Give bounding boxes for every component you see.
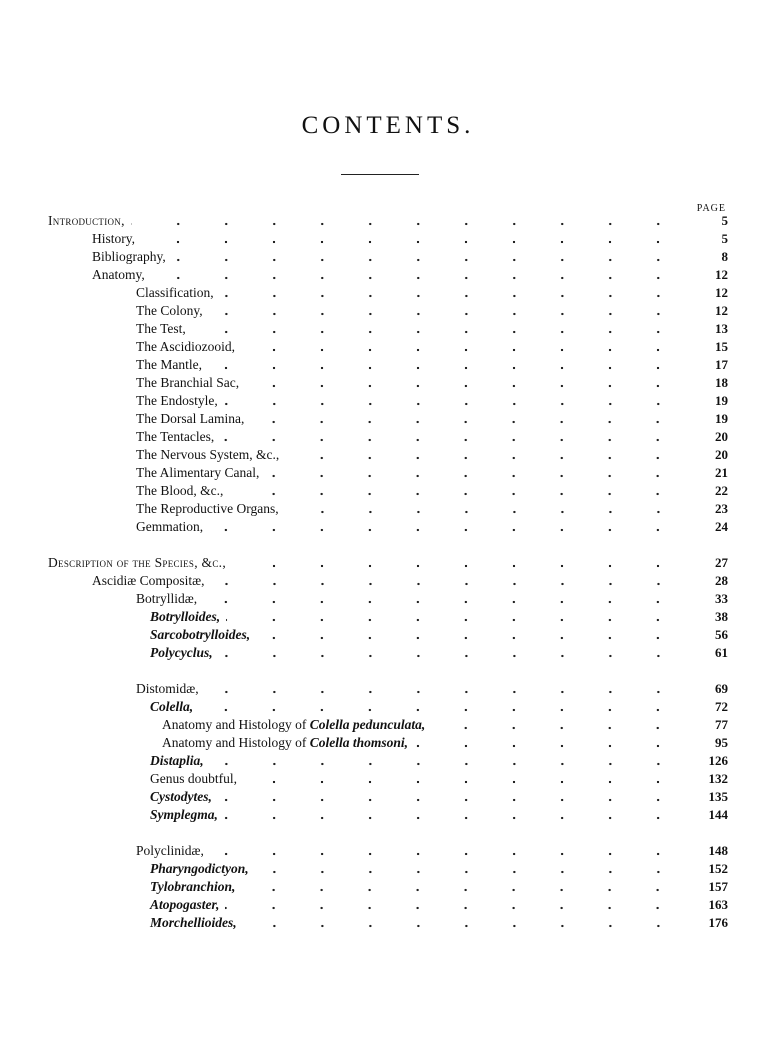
dot-leader: [431, 718, 692, 732]
toc-entry: [92, 248, 728, 266]
toc-entry-label: The Alimentary Canal,: [136, 465, 260, 480]
toc-entry-page: 19: [715, 393, 728, 408]
toc-entry-label: Botrylloides,: [150, 609, 221, 624]
toc-entry-page: 144: [708, 807, 728, 822]
toc-entry-page: 5: [721, 213, 728, 228]
toc-entry: [136, 374, 728, 392]
toc-entry: [48, 212, 728, 230]
toc-entry-label: Sarcobotrylloides,: [150, 627, 251, 642]
dot-leader: [203, 592, 692, 606]
toc-entry-page: 33: [715, 591, 728, 606]
dot-leader: [220, 286, 692, 300]
toc-entry-label: The Mantle,: [136, 357, 202, 372]
toc-entry-page: 21: [715, 465, 728, 480]
toc-entry: [150, 698, 728, 716]
dot-leader: [265, 466, 692, 480]
toc-entry-page: 126: [708, 753, 728, 768]
dot-leader: [414, 736, 692, 750]
dot-leader: [210, 844, 692, 858]
toc-entry-label: Pharyngodictyon,: [150, 861, 249, 876]
toc-entry-page: 95: [715, 735, 728, 750]
page-column-heading: PAGE: [696, 203, 726, 214]
toc-entry-label: [162, 734, 408, 752]
dot-leader: [209, 520, 692, 534]
toc-entry: [150, 914, 728, 932]
toc-entry: [92, 572, 728, 590]
toc-entry: [150, 788, 728, 806]
toc-entry: [162, 716, 728, 734]
toc-entry: [136, 338, 728, 356]
dot-leader: [250, 412, 692, 426]
dot-leader: [199, 700, 692, 714]
toc-entry-page: 132: [708, 771, 728, 786]
toc-entry-page: 20: [715, 447, 728, 462]
dot-leader: [211, 574, 692, 588]
toc-entry-page: 12: [715, 267, 728, 282]
toc-entry-page: 176: [708, 915, 728, 930]
dot-leader: [220, 430, 692, 444]
toc-entry: [136, 284, 728, 302]
dot-leader: [131, 214, 692, 228]
toc-entry: [150, 860, 728, 878]
toc-entry-label: Bibliography,: [92, 249, 166, 264]
toc-entry-label: The Nervous System, &c.,: [136, 447, 280, 462]
dot-leader: [209, 304, 692, 318]
toc-entry-label: The Tentacles,: [136, 429, 215, 444]
toc-entry: [136, 356, 728, 374]
toc-entry-page: 38: [715, 609, 728, 624]
dot-leader: [192, 322, 692, 336]
toc-entry-page: 22: [715, 483, 728, 498]
toc-entry-label: Tylobranchion,: [150, 879, 236, 894]
dot-leader: [218, 790, 692, 804]
toc-entry-label-species: Colella thomsoni,: [309, 735, 409, 750]
toc-entry: [136, 518, 728, 536]
toc-entry-label: Atopogaster,: [150, 897, 220, 912]
dot-leader: [224, 394, 692, 408]
toc-entry-page: 69: [715, 681, 728, 696]
toc-entry-page: 27: [715, 555, 728, 570]
toc-entry: [136, 392, 728, 410]
toc-entry: [136, 446, 728, 464]
dot-leader: [151, 268, 692, 282]
dot-leader: [243, 772, 692, 786]
toc-entry: [150, 896, 728, 914]
toc-entry: [136, 302, 728, 320]
dot-leader: [205, 682, 692, 696]
toc-entry-page: 17: [715, 357, 728, 372]
toc-entry-label: Description of the Species, &c.,: [48, 555, 226, 570]
toc-entry-page: 157: [708, 879, 728, 894]
toc-entry-label: Morchellioides,: [150, 915, 237, 930]
toc-entry: [150, 878, 728, 896]
toc-entry-label: Polyclinidæ,: [136, 843, 204, 858]
toc-entry: [136, 482, 728, 500]
toc-entry-page: 148: [708, 843, 728, 858]
toc-entry-label-prefix: Anatomy and Histology of: [162, 717, 310, 732]
dot-leader: [285, 502, 692, 516]
toc-entry: [136, 428, 728, 446]
toc-entry-page: 56: [715, 627, 728, 642]
toc-entry: [92, 266, 728, 284]
dot-leader: [241, 340, 692, 354]
toc-entry-label: Gemmation,: [136, 519, 204, 534]
toc-entry: [150, 644, 728, 662]
toc-entry-page: 8: [721, 249, 728, 264]
page-title: CONTENTS.: [301, 112, 475, 139]
toc-entry-page: 19: [715, 411, 728, 426]
dot-leader: [226, 610, 692, 624]
dot-leader: [241, 880, 692, 894]
toc-entry-label: The Blood, &c.,: [136, 483, 224, 498]
toc-entry: [92, 230, 728, 248]
toc-entry: [136, 320, 728, 338]
toc-entry-page: 5: [721, 231, 728, 246]
toc-entry-page: 15: [715, 339, 728, 354]
dot-leader: [208, 358, 692, 372]
toc-entry: [136, 842, 728, 860]
title-rule: [341, 174, 419, 175]
toc-entry-page: 12: [715, 303, 728, 318]
toc-entry: [136, 590, 728, 608]
toc-entry-page: 20: [715, 429, 728, 444]
toc-entry-label: Polycyclus,: [150, 645, 213, 660]
toc-entry-label-species: Colella pedunculata,: [309, 717, 426, 732]
toc-entry-label: The Endostyle,: [136, 393, 218, 408]
dot-leader: [219, 646, 692, 660]
dot-leader: [229, 484, 692, 498]
toc-entry-page: 28: [715, 573, 728, 588]
toc-entry: [150, 752, 728, 770]
toc-entry-label: Botryllidæ,: [136, 591, 198, 606]
dot-leader: [285, 448, 692, 462]
toc-entry-label: Symplegma,: [150, 807, 218, 822]
dot-leader: [172, 250, 692, 264]
toc-entry-label: The Test,: [136, 321, 186, 336]
toc-entry-page: 72: [715, 699, 728, 714]
toc-entry: [150, 770, 728, 788]
toc-entry-label: Anatomy,: [92, 267, 145, 282]
toc-entry: [136, 410, 728, 428]
toc-entry-page: 135: [708, 789, 728, 804]
toc-entry: [150, 806, 728, 824]
toc-entry-label: The Ascidiozooid,: [136, 339, 235, 354]
toc-entry: [48, 554, 728, 572]
dot-leader: [245, 376, 692, 390]
toc-entry-label: Classification,: [136, 285, 214, 300]
toc-entry-label: Colella,: [150, 699, 194, 714]
toc-entry: [162, 734, 728, 752]
toc-entry-label-prefix: Anatomy and Histology of: [162, 735, 310, 750]
toc-entry-label: The Branchial Sac,: [136, 375, 240, 390]
dot-leader: [243, 916, 692, 930]
dot-leader: [224, 808, 692, 822]
toc-entry-label: The Reproductive Organs,: [136, 501, 279, 516]
toc-entry-page: 23: [715, 501, 728, 516]
toc-entry-page: 13: [715, 321, 728, 336]
toc-entry-label: The Dorsal Lamina,: [136, 411, 245, 426]
dot-leader: [225, 898, 692, 912]
toc-entry-page: 61: [715, 645, 728, 660]
dot-leader: [256, 628, 692, 642]
dot-leader: [255, 862, 692, 876]
toc-entry: [136, 464, 728, 482]
toc-entry-label: Genus doubtful,: [150, 771, 237, 786]
toc-entry: [136, 500, 728, 518]
toc-entry-label: History,: [92, 231, 135, 246]
toc-entry-page: 18: [715, 375, 728, 390]
toc-entry: [150, 626, 728, 644]
toc-entry-page: 152: [708, 861, 728, 876]
toc-entry-page: 163: [708, 897, 728, 912]
toc-entry-label: The Colony,: [136, 303, 203, 318]
toc-entry: [136, 680, 728, 698]
toc-entry-page: 77: [715, 717, 728, 732]
toc-entry-label: Ascidiæ Compositæ,: [92, 573, 205, 588]
toc-entry-label: Distaplia,: [150, 753, 204, 768]
toc-entry-page: 12: [715, 285, 728, 300]
dot-leader: [232, 556, 692, 570]
toc-entry-label: Distomidæ,: [136, 681, 199, 696]
toc-entry-label: Introduction,: [48, 213, 125, 228]
toc-entry-label: Cystodytes,: [150, 789, 212, 804]
toc-entry-page: 24: [715, 519, 728, 534]
toc-entry-label: [162, 716, 425, 734]
dot-leader: [141, 232, 692, 246]
dot-leader: [210, 754, 692, 768]
toc-entry: [150, 608, 728, 626]
